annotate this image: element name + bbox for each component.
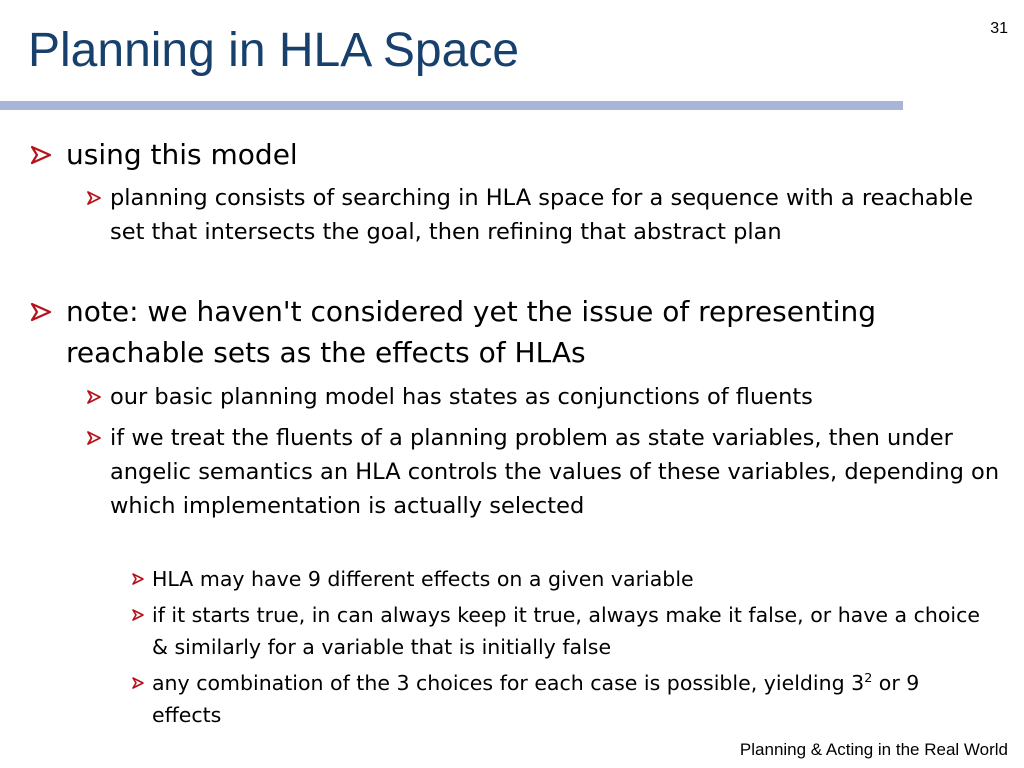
arrow-bullet-icon — [131, 676, 145, 690]
bullet-text: our basic planning model has states as conjunctions of fluents — [110, 384, 813, 410]
bullet-text: using this model — [66, 138, 298, 171]
bullet-nine-effects — [131, 563, 1001, 595]
arrow-bullet-icon — [30, 302, 52, 322]
arrow-bullet-icon — [131, 608, 145, 622]
bullet-text-part: or 9 effects — [152, 671, 920, 727]
bullet-planning-consists — [86, 181, 996, 249]
bullet-text: planning consists of searching in HLA space for a sequence with a reachable set that intersects the goal, then refining that abstract plan — [110, 185, 974, 245]
bullet-note — [30, 291, 990, 373]
bullet-any-combination — [131, 667, 971, 731]
bullet-text-part: any combination of the 3 choices for each case is possible, yielding 3 — [152, 671, 865, 695]
bullet-text: HLA may have 9 different effects on a given variable — [152, 567, 694, 591]
arrow-bullet-icon — [86, 430, 102, 446]
bullet-basic-model — [86, 380, 1016, 414]
arrow-bullet-icon — [131, 572, 145, 586]
slide-number: 31 — [990, 20, 1008, 37]
superscript-exponent: 2 — [864, 670, 873, 686]
bullet-text: if we treat the fluents of a planning problem as state variables, then under angelic semantics an HLA controls the values of these variables, depending on which implementation is actually selected — [110, 425, 1000, 519]
slide-footer: Planning & Acting in the Real World — [739, 740, 1008, 759]
bullet-starts-true — [131, 599, 1001, 663]
slide-title: Planning in HLA Space — [28, 24, 520, 77]
bullet-using-this-model — [30, 134, 990, 175]
bullet-text — [152, 667, 971, 731]
arrow-bullet-icon — [86, 389, 102, 405]
title-divider — [0, 101, 903, 110]
bullet-text: note: we haven't considered yet the issue of representing reachable sets as the effects of HLAs — [66, 295, 877, 369]
arrow-bullet-icon — [86, 190, 102, 206]
bullet-text: if it starts true, in can always keep it true, always make it false, or have a choice & similarly for a variable that is initially false — [152, 603, 980, 659]
bullet-treat-fluents — [86, 421, 1006, 523]
arrow-bullet-icon — [30, 145, 52, 165]
